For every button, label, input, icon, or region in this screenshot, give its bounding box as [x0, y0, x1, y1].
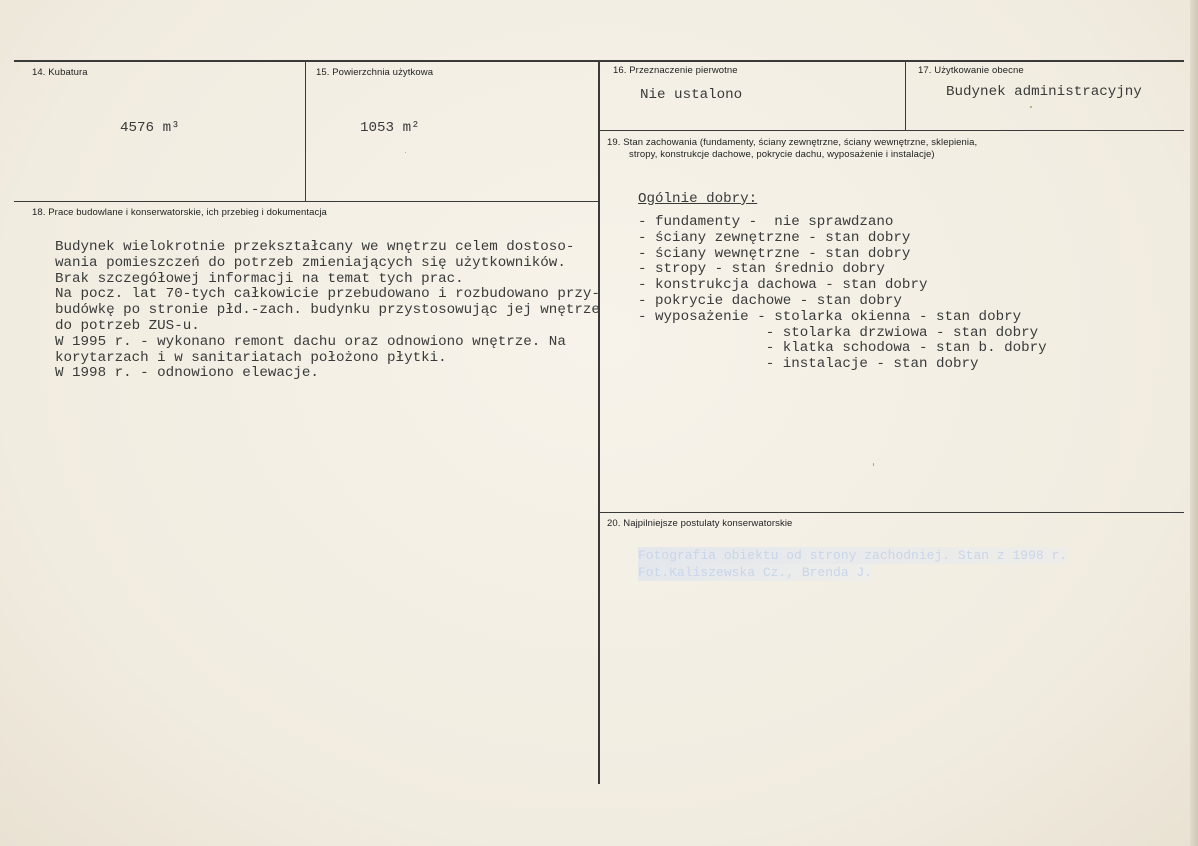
field-19-line: - stropy - stan średnio dobry — [638, 261, 885, 278]
field-18-line: Budynek wielokrotnie przekształcany we wnętrzu celem dostoso- — [55, 239, 575, 255]
faded-caption-line: Fotografia obiektu od strony zachodniej. Stan z 1998 r. — [638, 548, 1068, 563]
field-18-line: do potrzeb ZUS-u. — [55, 317, 200, 334]
field-18-line: budówkę po stronie płd.-zach. budynku przystosowując jej wnętrze — [55, 302, 600, 319]
field-19-label-line2: stropy, konstrukcje dachowe, pokrycie dachu, wyposażenie i instalacje) — [629, 149, 935, 160]
field-19-line: - ściany wewnętrzne - stan dobry — [638, 245, 911, 262]
field-19-line: - konstrukcja dachowa - stan dobry — [638, 277, 928, 294]
field-18-line: Na pocz. lat 70-tych całkowicie przebudowano i rozbudowano przy- — [55, 286, 600, 303]
field-19-line: - klatka schodowa - stan b. dobry — [638, 340, 1047, 357]
field-17-label: 17. Użytkowanie obecne — [918, 65, 1024, 76]
divider-left-right — [598, 62, 600, 784]
divider-14-15 — [305, 62, 306, 202]
field-14-value: 4576 m³ — [120, 120, 180, 136]
field-19-line: - ściany zewnętrzne - stan dobry — [638, 229, 911, 246]
field-18-line: Brak szczegółowej informacji na temat tych prac. — [55, 270, 464, 287]
divider-16-17 — [905, 62, 906, 130]
field-19-line: - stolarka drzwiowa - stan dobry — [638, 324, 1039, 341]
field-18-line: W 1995 r. - wykonano remont dachu oraz odnowiono wnętrze. Na — [55, 333, 566, 350]
field-14-label: 14. Kubatura — [32, 67, 88, 78]
field-16-value: Nie ustalono — [640, 87, 743, 103]
paper-speck — [405, 152, 406, 153]
faded-caption-line: Fot.Kaliszewska Cz., Brenda J. — [638, 565, 873, 580]
paper-speck — [873, 463, 874, 466]
field-17-value: Budynek administracyjny — [946, 84, 1142, 100]
field-19-line: - wyposażenie - stolarka okienna - stan dobry — [638, 308, 1022, 325]
field-19-line: - fundamenty - nie sprawdzano — [638, 214, 894, 230]
field-19-label-line1: 19. Stan zachowania (fundamenty, ściany zewnętrzne, ściany wewnętrzne, sklepienia, — [607, 137, 978, 148]
field-19-line: - pokrycie dachowe - stan dobry — [638, 292, 902, 309]
field-18-text — [55, 240, 600, 382]
field-16-label: 16. Przeznaczenie pierwotne — [613, 65, 738, 76]
line-under-16-17 — [599, 130, 1184, 131]
field-20-label: 20. Najpilniejsze postulaty konserwatorskie — [607, 518, 793, 529]
field-18-line: korytarzach i w sanitariatach położono płytki. — [55, 349, 447, 366]
field-18-label: 18. Prace budowlane i konserwatorskie, ich przebieg i dokumentacja — [32, 207, 327, 218]
field-18-line: wania pomieszczeń do potrzeb zmieniających się użytkowników. — [55, 254, 566, 271]
line-under-14-15 — [14, 201, 598, 202]
field-19-line: - instalacje - stan dobry — [638, 356, 979, 373]
field-15-label: 15. Powierzchnia użytkowa — [316, 67, 434, 78]
field-19-list — [638, 215, 1047, 373]
paper-speck — [1030, 106, 1032, 108]
paper-edge — [1190, 0, 1198, 846]
field-15-value: 1053 m² — [360, 120, 420, 136]
field-19-heading: Ogólnie dobry: — [638, 191, 758, 207]
line-above-20 — [599, 512, 1184, 513]
field-18-line: W 1998 r. - odnowiono elewacje. — [55, 365, 319, 382]
